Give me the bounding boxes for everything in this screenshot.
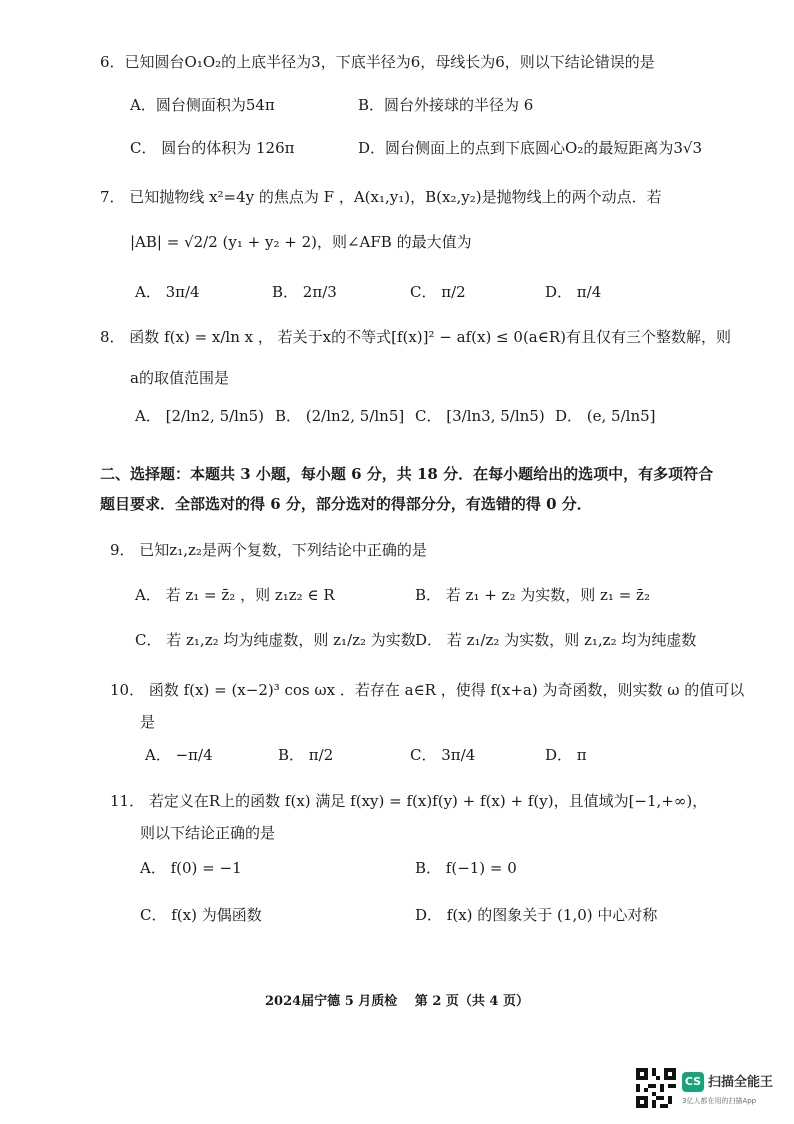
qr-code-icon (636, 1068, 676, 1108)
q9-stem: 9． 已知z₁,z₂是两个复数，下列结论中正确的是 (110, 541, 427, 559)
q9-option-b: B． 若 z₁ + z₂ 为实数，则 z₁ = z̄₂ (415, 586, 650, 604)
scanner-watermark (636, 1068, 786, 1112)
q8-option-b: B． (2/ln2, 5/ln5] (275, 407, 405, 425)
q6-stem: 6．已知圆台O₁O₂的上底半径为3，下底半径为6，母线长为6，则以下结论错误的是 (100, 53, 655, 71)
q10-option-a: A． −π/4 (145, 746, 213, 764)
q6-option-d: D．圆台侧面上的点到下底圆心O₂的最短距离为3√3 (358, 139, 702, 157)
q7-option-d: D． π/4 (545, 283, 602, 301)
page-footer: 2024届宁德 5 月质检 第 2 页（共 4 页） (265, 994, 529, 1009)
q8-stem-2: a的取值范围是 (130, 369, 229, 387)
q8-option-a: A． [2/ln2, 5/ln5) (135, 407, 265, 425)
q8-option-c: C． [3/ln3, 5/ln5) (415, 407, 545, 425)
q10-option-b: B． π/2 (278, 746, 334, 764)
brand-tagline: 3亿人都在用的扫描App (682, 1097, 757, 1105)
q8-option-d: D． (e, 5/ln5] (555, 407, 656, 425)
q9-option-c: C． 若 z₁,z₂ 均为纯虚数，则 z₁/z₂ 为实数 (135, 631, 416, 649)
q10-option-c: C． 3π/4 (410, 746, 476, 764)
q9-option-a: A． 若 z₁ = z̄₂ ，则 z₁z₂ ∈ R (135, 586, 335, 604)
section-2-heading: 二、选择题：本题共 3 小题，每小题 6 分，共 18 分．在每小题给出的选项中，有多项符合 (100, 465, 714, 483)
q7-stem: 7． 已知抛物线 x²=4y 的焦点为 F ，A(x₁,y₁)，B(x₂,y₂)是抛物线上的两个动点．若 (100, 188, 662, 206)
q7-option-b: B． 2π/3 (272, 283, 337, 301)
q6-option-c: C． 圆台的体积为 126π (130, 139, 295, 157)
q11-option-b: B． f(−1) = 0 (415, 859, 517, 877)
q7-condition: |AB| = √2/2 (y₁ + y₂ + 2)，则∠AFB 的最大值为 (130, 233, 472, 251)
q11-option-c: C． f(x) 为偶函数 (140, 906, 262, 924)
q7-option-a: A． 3π/4 (135, 283, 200, 301)
q10-stem-2: 是 (140, 713, 156, 731)
q11-stem-2: 则以下结论正确的是 (140, 824, 276, 842)
cs-logo-icon: CS (682, 1072, 704, 1092)
q7-option-c: C． π/2 (410, 283, 466, 301)
q8-stem: 8． 函数 f(x) = x/ln x ， 若关于x的不等式[f(x)]² − af(x) ≤ 0(a∈R)有且仅有三个整数解，则 (100, 328, 731, 346)
q11-option-a: A． f(0) = −1 (140, 859, 242, 877)
q9-option-d: D． 若 z₁/z₂ 为实数，则 z₁,z₂ 均为纯虚数 (415, 631, 697, 649)
q10-stem: 10． 函数 f(x) = (x−2)³ cos ωx ．若存在 a∈R ，使得 f(x+a) 为奇函数，则实数 ω 的值可以 (110, 681, 745, 699)
brand-name: 扫描全能王 (708, 1075, 774, 1090)
q6-option-b: B．圆台外接球的半径为 6 (358, 96, 534, 114)
q10-option-d: D． π (545, 746, 587, 764)
q6-option-a: A．圆台侧面积为54π (130, 96, 275, 114)
section-2-instructions: 题目要求．全部选对的得 6 分，部分选对的得部分分，有选错的得 0 分． (100, 495, 592, 513)
q11-option-d: D． f(x) 的图象关于 (1,0) 中心对称 (415, 906, 658, 924)
q11-stem: 11． 若定义在R上的函数 f(x) 满足 f(xy) = f(x)f(y) + f(x) + f(y)，且值域为[−1,+∞)， (110, 792, 708, 810)
